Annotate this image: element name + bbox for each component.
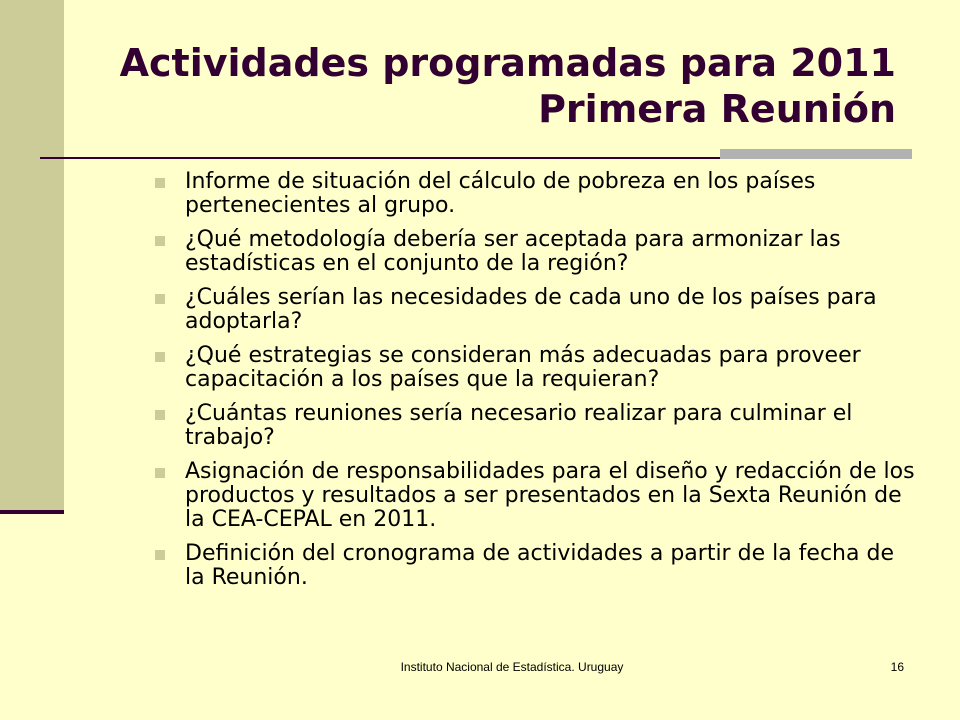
square-bullet-icon [155,410,165,420]
title-line-1: Actividades programadas para 2011 [119,41,896,85]
square-bullet-icon [155,550,165,560]
square-bullet-icon [155,468,165,478]
bullet-item [155,460,915,532]
bullet-text: ¿Cuáles serían las necesidades de cada uno de los países para adoptarla? [185,285,877,334]
side-decoration-rule [0,510,64,514]
square-bullet-icon [155,294,165,304]
square-bullet-icon [155,352,165,362]
side-decoration-band [0,0,64,512]
bullet-text: ¿Cuántas reuniones sería necesario realizar para culminar el trabajo? [185,401,853,450]
slide-title [76,40,896,132]
square-bullet-icon [155,236,165,246]
title-accent-bar [720,149,912,159]
square-bullet-icon [155,178,165,188]
bullet-text: Definición del cronograma de actividades a partir de la fecha de la Reunión. [185,541,894,590]
bullet-item [155,402,915,450]
bullet-list [155,170,915,600]
bullet-item [155,228,915,276]
bullet-text: Asignación de responsabilidades para el diseño y redacción de los productos y resultados a ser presentados en la Sexta Reunión de la CEA-CEPAL en 2011. [185,459,915,532]
title-line-2: Primera Reunión [538,87,896,131]
bullet-item [155,286,915,334]
bullet-text: ¿Qué metodología debería ser aceptada para armonizar las estadísticas en el conjunto de la región? [185,227,841,276]
page-number: 16 [890,660,904,674]
bullet-text: ¿Qué estrategias se consideran más adecuadas para proveer capacitación a los países que la requieran? [185,343,861,392]
bullet-item [155,170,915,218]
footer-institution: Instituto Nacional de Estadística. Uruguay [400,660,624,674]
bullet-item [155,542,915,590]
bullet-item [155,344,915,392]
bullet-text: Informe de situación del cálculo de pobreza en los países pertenecientes al grupo. [185,169,816,218]
